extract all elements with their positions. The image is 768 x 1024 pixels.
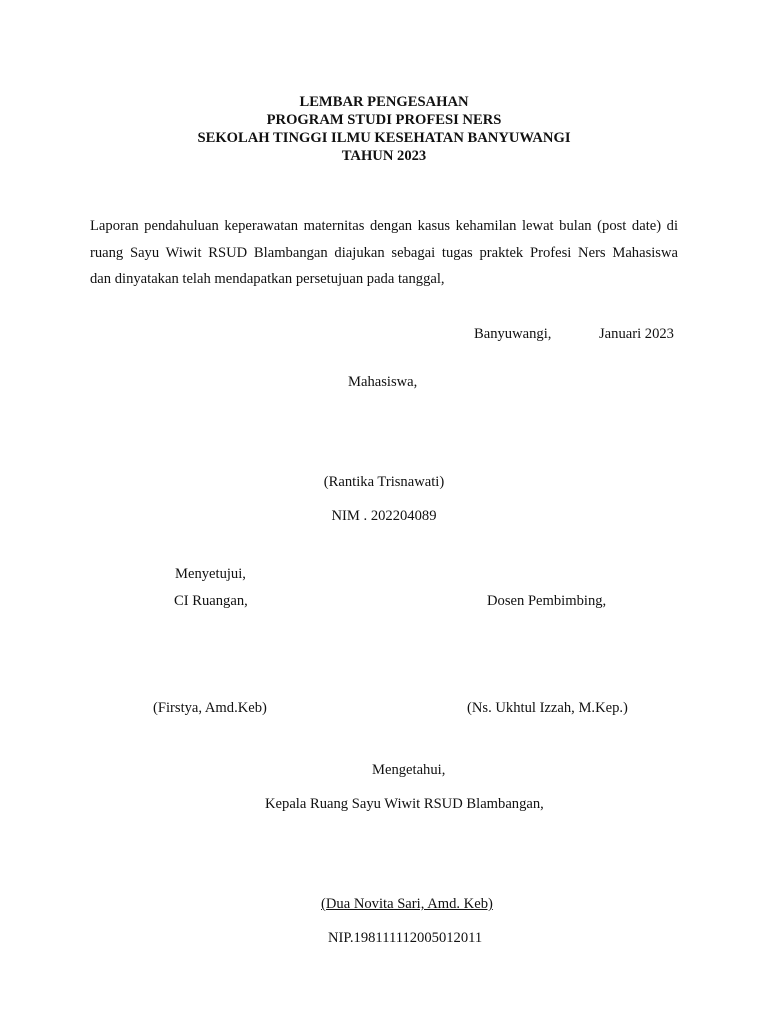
body-paragraph: [90, 213, 678, 293]
title-line-1: LEMBAR PENGESAHAN: [299, 94, 469, 110]
head-role: Kepala Ruang Sayu Wiwit RSUD Blambangan,: [265, 796, 544, 812]
body-line-3: dan dinyatakan telah mendapatkan persetujuan pada tanggal,: [90, 271, 445, 287]
date-place: Banyuwangi,: [474, 326, 552, 342]
student-nim: NIM . 202204089: [331, 508, 437, 524]
body-line-2: ruang Sayu Wiwit RSUD Blambangan diajukan sebagai tugas praktek Profesi Ners Mahasiswa: [90, 244, 678, 261]
title-line-2: PROGRAM STUDI PROFESI NERS: [266, 112, 502, 128]
head-name: (Dua Novita Sari, Amd. Keb): [321, 896, 493, 912]
acknowledge-label: Mengetahui,: [372, 762, 446, 778]
ci-role: CI Ruangan,: [174, 593, 248, 609]
advisor-name: (Ns. Ukhtul Izzah, M.Kep.): [467, 700, 628, 716]
head-nip: NIP.198111112005012011: [328, 930, 483, 946]
title-line-3: SEKOLAH TINGGI ILMU KESEHATAN BANYUWANGI: [197, 130, 571, 146]
student-role: Mahasiswa,: [348, 374, 418, 390]
body-line-1: Laporan pendahuluan keperawatan maternitas dengan kasus kehamilan lewat bulan (post date) di: [90, 218, 678, 234]
title-line-4: TAHUN 2023: [341, 148, 427, 164]
ci-name: (Firstya, Amd.Keb): [153, 700, 267, 716]
student-name: (Rantika Trisnawati): [323, 474, 445, 490]
advisor-role: Dosen Pembimbing,: [487, 593, 607, 609]
approval-label: Menyetujui,: [175, 566, 246, 582]
date-month-year: Januari 2023: [599, 326, 674, 342]
